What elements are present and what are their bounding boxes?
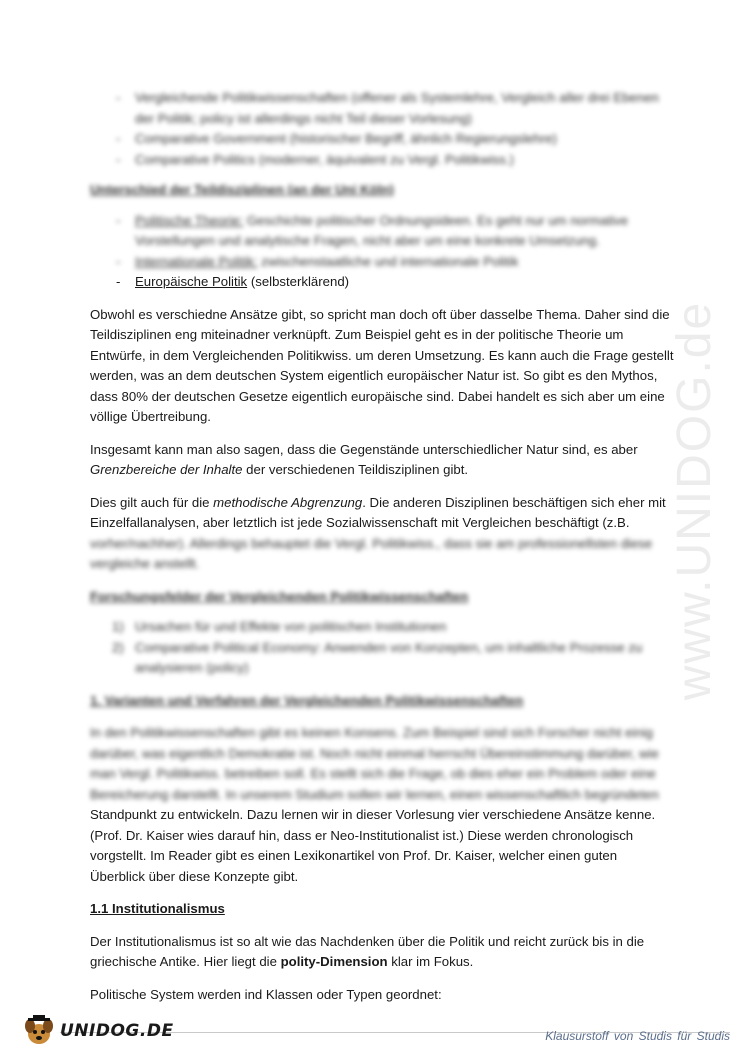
paragraph-institutionalismus: Der Institutionalismus ist so alt wie das Nachdenken über die Politik und reicht zurück bis in die griechische Antike. Hier liegt die polity-Dimension klar im Fokus. bbox=[90, 933, 645, 969]
list-item: - Comparative Government (historischer Begriff, ähnlich Regierungslehre) bbox=[116, 131, 557, 146]
list-item: - Comparative Politics (moderner, äquivalent zu Vergl. Politikwiss.) bbox=[116, 151, 514, 167]
paragraph-methodische-abgrenzung: Dies gilt auch für die methodische Abgrenzung. Die anderen Disziplinen beschäftigen sich eher mit Einzelfallanalysen, aber letztlich ist jede Sozialwissenschaft mit Vergleichen beschäftigt (z.B. bbox=[90, 494, 666, 530]
list-subdisciplines-names bbox=[90, 88, 675, 170]
watermark: www.UNIDOG.de bbox=[668, 300, 722, 700]
paragraph-konsens: In den Politikwissenschaften gibt es keinen Konsens. Zum Beispiel sind sich Forscher nicht einig darüber, was eigentlich Demokratie ist. Noch nicht einmal herrscht Übereinstimmung darüber, wie man Vergl. Politikwiss. betreiben soll. Es stellt sich die Frage, ob dies eher ein Problem oder eine Bereicherung darstellt. In unserem Studium sollen wir lernen, einen wissenschaftlich begründeten bbox=[90, 725, 659, 802]
paragraph-grenzbereiche: Insgesamt kann man also sagen, dass die Gegenstände unterschiedlicher Natur sind, es aber Grenzbereiche der Inhalte der verschiedenen Teildisziplinen gibt. bbox=[90, 441, 638, 477]
list-forschungsfelder bbox=[90, 617, 675, 679]
list-item: - Politische Theorie: Geschichte politischer Ordnungsideen. Es geht nur um normative Vorstellungen und analytische Fragen, nicht aber um eine konkrete Umsetzung. bbox=[116, 212, 629, 248]
list-item: 2) Comparative Political Economy: Anwenden von Konzepten, um inhaltliche Prozesse zu analysieren (policy) bbox=[112, 639, 643, 675]
dog-icon bbox=[22, 1014, 56, 1048]
page-footer bbox=[0, 1010, 750, 1060]
heading-teildisziplinen: Unterschied der Teildisziplinen (an der Uni Köln) bbox=[90, 182, 394, 197]
footer-tagline: Klausurstoff von Studis für Studis bbox=[545, 1029, 730, 1043]
list-item: - Europäische Politik (selbsterklärend) bbox=[116, 274, 350, 289]
paragraph-standpunkt: Standpunkt zu entwickeln. Dazu lernen wir in dieser Vorlesung vier verschiedene Ansätze kenne. (Prof. Dr. Kaiser wies darauf hin, dass er Neo-Institutionalist ist.) Diese werden chronologisch vorgstellt. Im Reader gibt es einen Lexikonartikel von Prof. Dr. Kaiser, welcher einen guten Überblick über diese Konzepte gibt. bbox=[90, 807, 656, 884]
list-item: - Vergleichende Politikwissenschaften (offener als Systemlehre, Vergleich aller drei Ebenen der Politik; policy ist allerdings nicht Teil dieser Vorlesung) bbox=[116, 90, 659, 126]
term-europaeische-politik: Europäische Politik bbox=[135, 274, 248, 289]
paragraph-ansaetze: Obwohl es verschiedne Ansätze gibt, so spricht man doch oft über dasselbe Thema. Daher sind die Teildisziplinen eng miteinadner verknüpft. Zum Beispiel geht es in der politische Theorie um Entwürfe, in dem Vergleichenden Politikwiss. um deren Umsetzung. Es kann auch die Frage gestellt werden, was an dem deutschen System eigentlich europäischer Natur ist. So gibt es den Mythos, dass 80% der deutschen Gesetze eigentlich europäische sind. Dabei handelt es sich aber um eine völlige Übertreibung. bbox=[90, 306, 674, 424]
unidog-logo: UNIDOG.DE bbox=[22, 1014, 174, 1048]
paragraph-methodische-abgrenzung-cont: vorher/nachher). Allerdings behauptet die Vergl. Politikwiss., dass sie am professionellsten diese vergleiche anstellt. bbox=[90, 535, 653, 571]
heading-institutionalismus: 1.1 Institutionalismus bbox=[90, 901, 225, 916]
list-item: 1) Ursachen für und Effekte von politischen Institutionen bbox=[112, 619, 447, 634]
list-teildisziplinen bbox=[90, 211, 675, 293]
heading-varianten: 1. Varianten und Verfahren der Vergleichenden Politikwissenschaften bbox=[90, 692, 524, 708]
document-content bbox=[90, 88, 675, 1005]
list-item: - Internationale Politik: zwischenstaatliche und internationale Politik bbox=[116, 253, 519, 269]
heading-forschungsfelder: Forschungsfelder der Vergleichenden Politikwissenschaften bbox=[90, 588, 469, 604]
paragraph-klassen: Politische System werden ind Klassen oder Typen geordnet: bbox=[90, 986, 442, 1002]
